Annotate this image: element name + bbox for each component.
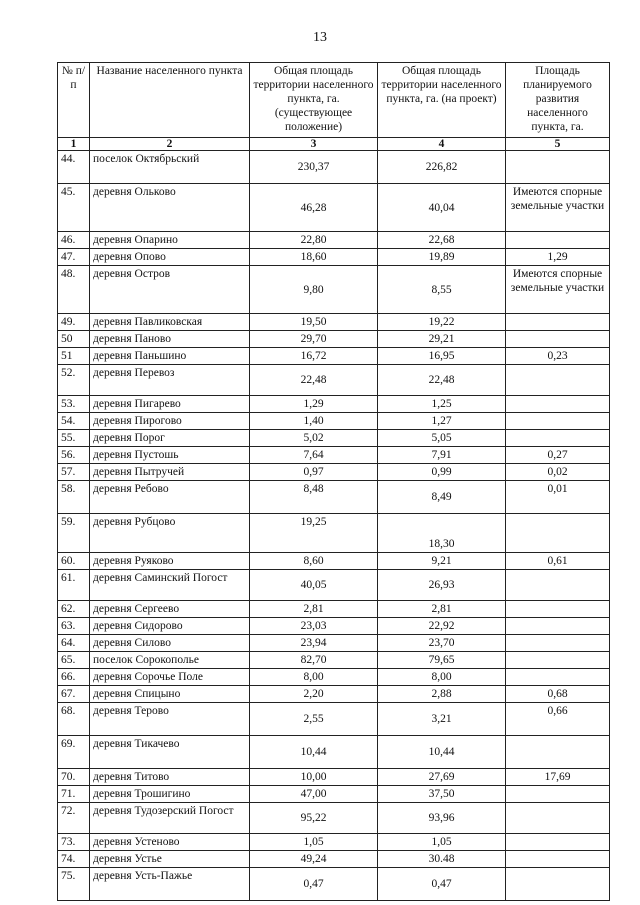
planned-development: 17,69	[506, 769, 610, 786]
area-project: 9,21	[378, 553, 506, 570]
area-project: 1,27	[378, 413, 506, 430]
area-existing: 0,47	[250, 868, 378, 901]
planned-development: 0,02	[506, 464, 610, 481]
settlement-name: деревня Тудозерский Погост	[90, 803, 250, 834]
settlement-name: деревня Опово	[90, 249, 250, 266]
area-existing: 2,81	[250, 601, 378, 618]
settlement-name: деревня Руяково	[90, 553, 250, 570]
settlement-name: поселок Октябрьский	[90, 151, 250, 184]
row-number: 57.	[58, 464, 90, 481]
table-row	[58, 365, 610, 396]
column-number: 5	[506, 138, 610, 151]
settlement-name: деревня Силово	[90, 635, 250, 652]
area-project: 29,21	[378, 331, 506, 348]
area-existing: 22,48	[250, 365, 378, 396]
planned-development: Имеются спорные земельные участки	[506, 184, 610, 232]
area-project: 23,70	[378, 635, 506, 652]
planned-development	[506, 413, 610, 430]
header-number: № п/п	[58, 63, 90, 138]
settlement-name: деревня Трошигино	[90, 786, 250, 803]
table-row	[58, 232, 610, 249]
area-existing: 5,02	[250, 430, 378, 447]
area-existing: 19,50	[250, 314, 378, 331]
table-row	[58, 553, 610, 570]
area-project: 22,92	[378, 618, 506, 635]
planned-development	[506, 514, 610, 553]
area-project: 226,82	[378, 151, 506, 184]
area-project: 22,68	[378, 232, 506, 249]
table-row	[58, 151, 610, 184]
table-row	[58, 413, 610, 430]
area-existing: 1,40	[250, 413, 378, 430]
area-existing: 8,60	[250, 553, 378, 570]
table-row	[58, 703, 610, 736]
area-existing: 7,64	[250, 447, 378, 464]
area-project: 79,65	[378, 652, 506, 669]
area-project: 8,00	[378, 669, 506, 686]
area-existing: 46,28	[250, 184, 378, 232]
table-row	[58, 669, 610, 686]
planned-development	[506, 803, 610, 834]
planned-development	[506, 601, 610, 618]
planned-development	[506, 314, 610, 331]
column-number: 1	[58, 138, 90, 151]
area-existing: 23,03	[250, 618, 378, 635]
table-header-row	[58, 63, 610, 138]
row-number: 67.	[58, 686, 90, 703]
column-number: 3	[250, 138, 378, 151]
row-number: 65.	[58, 652, 90, 669]
area-project: 8,55	[378, 266, 506, 314]
area-project: 5,05	[378, 430, 506, 447]
settlement-name: поселок Сорокополье	[90, 652, 250, 669]
planned-development: 0,66	[506, 703, 610, 736]
row-number: 73.	[58, 834, 90, 851]
settlement-name: деревня Ребово	[90, 481, 250, 514]
table-row	[58, 396, 610, 413]
settlement-name: деревня Сидорово	[90, 618, 250, 635]
area-project: 30.48	[378, 851, 506, 868]
settlement-name: деревня Рубцово	[90, 514, 250, 553]
table-row	[58, 803, 610, 834]
table-row	[58, 868, 610, 901]
table-row	[58, 601, 610, 618]
area-existing: 10,00	[250, 769, 378, 786]
area-existing: 1,05	[250, 834, 378, 851]
header-area-existing: Общая площадь территории населенного пункта, га. (существующее положение)	[250, 63, 378, 138]
table-row	[58, 769, 610, 786]
planned-development	[506, 851, 610, 868]
row-number: 58.	[58, 481, 90, 514]
area-project: 19,22	[378, 314, 506, 331]
area-project: 22,48	[378, 365, 506, 396]
settlement-name: деревня Спицыно	[90, 686, 250, 703]
area-existing: 19,25	[250, 514, 378, 553]
settlement-name: деревня Ольково	[90, 184, 250, 232]
row-number: 70.	[58, 769, 90, 786]
column-number-row	[58, 138, 610, 151]
settlement-name: деревня Титово	[90, 769, 250, 786]
area-existing: 22,80	[250, 232, 378, 249]
row-number: 51	[58, 348, 90, 365]
table-row	[58, 314, 610, 331]
header-area-project: Общая площадь территории населенного пункта, га. (на проект)	[378, 63, 506, 138]
settlement-name: деревня Павликовская	[90, 314, 250, 331]
settlements-table	[57, 62, 610, 901]
row-number: 46.	[58, 232, 90, 249]
settlement-name: деревня Остров	[90, 266, 250, 314]
settlement-name: деревня Перевоз	[90, 365, 250, 396]
settlement-name: деревня Паньшино	[90, 348, 250, 365]
row-number: 74.	[58, 851, 90, 868]
planned-development	[506, 669, 610, 686]
planned-development	[506, 618, 610, 635]
header-planned-development: Площадь планируемого развития населенного пункта, га.	[506, 63, 610, 138]
planned-development	[506, 331, 610, 348]
row-number: 63.	[58, 618, 90, 635]
area-existing: 0,97	[250, 464, 378, 481]
table-row	[58, 348, 610, 365]
planned-development	[506, 652, 610, 669]
area-existing: 47,00	[250, 786, 378, 803]
column-number: 4	[378, 138, 506, 151]
table-row	[58, 331, 610, 348]
header-settlement-name: Название населенного пункта	[90, 63, 250, 138]
area-project: 7,91	[378, 447, 506, 464]
table-row	[58, 570, 610, 601]
row-number: 68.	[58, 703, 90, 736]
row-number: 60.	[58, 553, 90, 570]
row-number: 62.	[58, 601, 90, 618]
area-existing: 8,00	[250, 669, 378, 686]
area-existing: 8,48	[250, 481, 378, 514]
settlement-name: деревня Пустошь	[90, 447, 250, 464]
planned-development	[506, 365, 610, 396]
settlement-name: деревня Терово	[90, 703, 250, 736]
settlement-name: деревня Сорочье Поле	[90, 669, 250, 686]
area-existing: 9,80	[250, 266, 378, 314]
planned-development	[506, 786, 610, 803]
area-existing: 95,22	[250, 803, 378, 834]
area-existing: 10,44	[250, 736, 378, 769]
table-row	[58, 430, 610, 447]
table-body	[58, 151, 610, 901]
area-existing: 2,55	[250, 703, 378, 736]
planned-development	[506, 736, 610, 769]
row-number: 52.	[58, 365, 90, 396]
settlement-name: деревня Паново	[90, 331, 250, 348]
settlement-name: деревня Устье	[90, 851, 250, 868]
area-existing: 230,37	[250, 151, 378, 184]
row-number: 53.	[58, 396, 90, 413]
settlement-name: деревня Опарино	[90, 232, 250, 249]
row-number: 55.	[58, 430, 90, 447]
area-project: 37,50	[378, 786, 506, 803]
row-number: 54.	[58, 413, 90, 430]
row-number: 48.	[58, 266, 90, 314]
area-project: 0,99	[378, 464, 506, 481]
area-project: 26,93	[378, 570, 506, 601]
planned-development	[506, 570, 610, 601]
table-row	[58, 736, 610, 769]
row-number: 71.	[58, 786, 90, 803]
area-existing: 82,70	[250, 652, 378, 669]
area-project: 3,21	[378, 703, 506, 736]
row-number: 59.	[58, 514, 90, 553]
planned-development: Имеются спорные земельные участки	[506, 266, 610, 314]
area-project: 1,05	[378, 834, 506, 851]
row-number: 66.	[58, 669, 90, 686]
planned-development	[506, 151, 610, 184]
area-project: 19,89	[378, 249, 506, 266]
area-project: 1,25	[378, 396, 506, 413]
area-project: 16,95	[378, 348, 506, 365]
table-row	[58, 514, 610, 553]
page-number: 13	[313, 30, 327, 45]
area-existing: 16,72	[250, 348, 378, 365]
area-existing: 23,94	[250, 635, 378, 652]
area-existing: 18,60	[250, 249, 378, 266]
table-row	[58, 249, 610, 266]
settlement-name: деревня Устеново	[90, 834, 250, 851]
table-row	[58, 266, 610, 314]
area-project: 2,88	[378, 686, 506, 703]
settlement-name: деревня Усть-Пажье	[90, 868, 250, 901]
row-number: 69.	[58, 736, 90, 769]
planned-development: 0,61	[506, 553, 610, 570]
area-project: 40,04	[378, 184, 506, 232]
row-number: 50	[58, 331, 90, 348]
planned-development	[506, 430, 610, 447]
table-row	[58, 786, 610, 803]
settlement-name: деревня Саминский Погост	[90, 570, 250, 601]
area-existing: 1,29	[250, 396, 378, 413]
planned-development: 0,01	[506, 481, 610, 514]
settlement-name: деревня Пигарево	[90, 396, 250, 413]
planned-development: 0,68	[506, 686, 610, 703]
planned-development: 1,29	[506, 249, 610, 266]
row-number: 72.	[58, 803, 90, 834]
settlement-name: деревня Порог	[90, 430, 250, 447]
settlement-name: деревня Пытручей	[90, 464, 250, 481]
table-row	[58, 635, 610, 652]
row-number: 75.	[58, 868, 90, 901]
settlement-name: деревня Пирогово	[90, 413, 250, 430]
area-project: 27,69	[378, 769, 506, 786]
table-row	[58, 851, 610, 868]
row-number: 44.	[58, 151, 90, 184]
column-number: 2	[90, 138, 250, 151]
table-row	[58, 184, 610, 232]
row-number: 61.	[58, 570, 90, 601]
area-project: 93,96	[378, 803, 506, 834]
area-existing: 40,05	[250, 570, 378, 601]
settlement-name: деревня Тикачево	[90, 736, 250, 769]
settlement-name: деревня Сергеево	[90, 601, 250, 618]
area-existing: 2,20	[250, 686, 378, 703]
area-project: 18,30	[378, 514, 506, 553]
table-row	[58, 447, 610, 464]
row-number: 56.	[58, 447, 90, 464]
planned-development: 0,27	[506, 447, 610, 464]
row-number: 45.	[58, 184, 90, 232]
area-project: 10,44	[378, 736, 506, 769]
planned-development	[506, 635, 610, 652]
table-row	[58, 834, 610, 851]
planned-development	[506, 868, 610, 901]
row-number: 49.	[58, 314, 90, 331]
planned-development	[506, 834, 610, 851]
area-existing: 49,24	[250, 851, 378, 868]
area-project: 8,49	[378, 481, 506, 514]
planned-development: 0,23	[506, 348, 610, 365]
table-row	[58, 686, 610, 703]
table-row	[58, 652, 610, 669]
area-existing: 29,70	[250, 331, 378, 348]
table-row	[58, 464, 610, 481]
row-number: 64.	[58, 635, 90, 652]
planned-development	[506, 396, 610, 413]
planned-development	[506, 232, 610, 249]
table-row	[58, 481, 610, 514]
area-project: 2,81	[378, 601, 506, 618]
row-number: 47.	[58, 249, 90, 266]
table-row	[58, 618, 610, 635]
area-project: 0,47	[378, 868, 506, 901]
